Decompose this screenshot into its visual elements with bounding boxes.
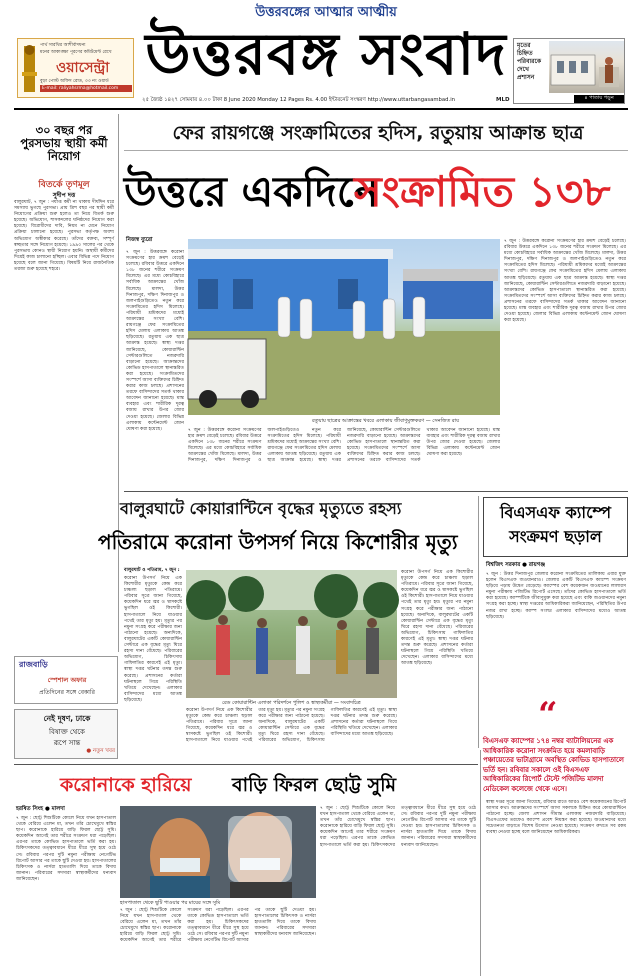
ad-left-line1: পার্থ সারথির আশীর্বাদধন্য [40,43,86,48]
bsf-left-rule [480,750,481,976]
bsf-story-body: ৭ জুন : উত্তর দিনাজপুর জেলার করোনা সংক্রমিতের তালিকায় এবার যুক্ত হলেন বিএসএফ জওয়ানরাও। জেলার একটি বিএসএফ ক্যাম্পে সংক্রমণ ছড়িয়ে পড়ায় উদ্বেগ বেড়েছে। ক্যাম্পের বেশ কয়েকজন জওয়ানের লালারস নমুনা পরীক্ষায় পজিটিভ রিপোর্ট এসেছে। তাঁদের কোভিড হাসপাতালে ভর্তি করা হয়েছে। ক্যাম্পটিকে জীবাণুমুক্ত করা হয়েছে এবং বাকি জওয়ানদের নমুনা সংগ্রহ করা হচ্ছে। স্বাস্থ্য দপ্তরের আধিকারিকরা জানিয়েছেন, পরিস্থিতির উপর নজর রাখা হচ্ছে। ক্যাম্প সংলগ্ন এলাকার বাসিন্দাদের মধ্যেও আতঙ্ক ছড়িয়েছে। [486,572,626,620]
ad-left-line2: মনের আকাঙ্ক্ষা পূরণের কমিটমেন্ট রেখে [40,50,112,55]
masthead-tagline: উত্তরবঙ্গের আত্মার আত্মীয় [255,5,397,20]
left-story [14,118,114,653]
ad-rajbari-brand: রাজবাড়ি [19,660,48,669]
sumi-headline-red[interactable]: করোনাকে হারিয়ে [60,774,192,796]
village-story-body: করোনা উপসর্গ নিয়ে এক কিশোরীর মৃত্যুকে কেন্দ্র করে চাঞ্চল্য ছড়াল পতিরামে। পরিবার সূত্রে জানা গিয়েছে, কয়েকদিন ধরে জ্বর ও শ্বাসকষ্টে ভুগছিল ওই কিশোরী। হাসপাতালে নিয়ে যাওয়ার পথেই তার মৃত্যু হয়। মৃত্যুর পর নমুনা সংগ্রহ করে পরীক্ষার জন্য পাঠানো হয়েছে। অন্যদিকে, বালুরঘাটের একটি কোয়ারান্টিন সেন্টারে এক বৃদ্ধের মৃত্যু ঘিরে রহস্য দানা বেঁধেছে। পরিবারের অভিযোগ, চিকিৎসায় গাফিলতির কারণেই এই মৃত্যু। স্বাস্থ্য দপ্তর ঘটনার তদন্ত শুরু করেছে। প্রশাসনের কর্তারা ঘটনাস্থলে গিয়ে পরিস্থিতি খতিয়ে দেখেছেন। এলাকার বাসিন্দাদের মধ্যে আতঙ্ক ছড়িয়েছে। [124,576,182,703]
ad-second-line1: নেই দূষণ, ঢাকে [43,714,91,723]
masthead-edition: MLD [496,97,510,103]
sumi-headline-black[interactable]: বাড়ি ফিরল ছোট্ট সুমি [232,774,397,796]
left-story-body: বালুরঘাট, ৭ জুন : পর্যাপ্ত কর্মী না থাকায় দীর্ঘদিন ধরে সমস্যায় ভুগছে পুরসভা। প্রায় ত্রিশ বছর পর স্থায়ী কর্মী নিয়োগের প্রক্রিয়া শুরু হলেও তা নিয়ে বিতর্ক শুরু হয়েছে। অভিযোগ, শাসকদলের ঘনিষ্ঠদের নিয়োগ করা হয়েছে। বিরোধীদের দাবি, নিয়ম না মেনে নিয়োগ প্রক্রিয়া চালানো হয়েছে। পুরসভা কর্তৃপক্ষ অবশ্য অভিযোগ অস্বীকার করেছে। তাঁদের বক্তব্য, সম্পূর্ণ স্বচ্ছতার সঙ্গে নিয়োগ হয়েছে। ১৯৯০ সালের পর থেকে পুরসভায় কোনও স্থায়ী নিয়োগ হয়নি। অস্থায়ী কর্মীদের দিয়েই কাজ চালানো হচ্ছিল। এবার বিভিন্ন পদে নিয়োগ হয়েছে বলে জানা গিয়েছে। বিষয়টি নিয়ে রাজনৈতিক তরজা শুরু হয়েছে শহরে। [14,200,114,273]
bsf-story-headline[interactable]: বিএসএফ ক্যাম্পে সংক্রমণ ছড়াল [499,503,612,546]
bsf-pullquote: বিএসএফ ক্যাম্পের ১৭৪ নম্বর ব্যাটালিয়নের এক আধিকারিক করোনা সংক্রমিত হয়ে কমলাবাড়ি পঞ্চায়েতের ভাটাগ্রামে অবস্থিত কোভিড হাসপাতালে ভর্তি হন। রবিবার সকালে ওই বিএসএফ আধিকারিকের রিপোর্ট টেস্টে পজিটিভ মালদা মেডিকেল কলেজে থেকে এসে। [483,737,624,793]
top-banner-kicker[interactable]: ফের রায়গঞ্জে সংক্রামিতের হদিস, রতুয়ায় আক্রান্ত ছাত্র [172,122,584,144]
lead-story-body: ৭ জুন : উত্তরবঙ্গে করোনা সংক্রমণের হার ক্রমশ বেড়েই চলেছে। রবিবার উত্তরে একদিনে ১৩৮ জনের শরীরে সংক্রমণ মিলেছে। এর মধ্যে কোচবিহারে সর্বাধিক আক্রান্তের খোঁজ মিলেছে। মালদা, উত্তর দিনাজপুর, দক্ষিণ দিনাজপুর ও জলপাইগুড়িতেও নতুন করে সংক্রামিতের হদিস মিলেছে। পরিযায়ী শ্রমিকদের মধ্যেই আক্রান্তের সংখ্যা বেশি। রায়গঞ্জে ফের সংক্রামিতের হদিস মেলায় এলাকায় আতঙ্ক ছড়িয়েছে। রতুয়ায় এক ছাত্র আক্রান্ত হয়েছে। স্বাস্থ্য দপ্তর জানিয়েছে, কোয়ারান্টিন সেন্টারগুলিতে নজরদারি বাড়ানো হয়েছে। আক্রান্তদের কোভিড হাসপাতালে স্থানান্তরিত করা হয়েছে। সংক্রামিতদের সংস্পর্শে আসা ব্যক্তিদের চিহ্নিত করার কাজ চলছে। প্রশাসনের তরফে বাসিন্দাদের সতর্ক থাকার আবেদন জানানো হয়েছে। মাস্ক ব্যবহার এবং শারীরিক দূরত্ব বজায় রাখার উপর জোর দেওয়া হয়েছে। জেলার বিভিন্ন এলাকায় কন্টেনমেন্ট জোন ঘোষণা করা হয়েছে। [126,250,184,432]
ad-second[interactable] [14,709,118,759]
ad-left-figure [20,42,39,96]
ad-second-line3: রূপে সান্ত [53,739,81,747]
village-story-body-mid: করোনা উপসর্গ নিয়ে এক কিশোরীর মৃত্যুকে কেন্দ্র করে চাঞ্চল্য ছড়াল পতিরামে। পরিবার সূত্রে জানা গিয়েছে, কয়েকদিন ধরে জ্বর ও শ্বাসকষ্টে ভুগছিল ওই কিশোরী। হাসপাতালে নিয়ে যাওয়ার পথেই তার মৃত্যু হয়। মৃত্যুর পর নমুনা সংগ্রহ করে পরীক্ষার জন্য পাঠানো হয়েছে। অন্যদিকে, বালুরঘাটের একটি কোয়ারান্টিন সেন্টারে এক বৃদ্ধের মৃত্যু ঘিরে রহস্য দানা বেঁধেছে। পরিবারের অভিযোগ, চিকিৎসায় গাফিলতির কারণেই এই মৃত্যু। স্বাস্থ্য দপ্তর ঘটনার তদন্ত শুরু করেছে। প্রশাসনের কর্তারা ঘটনাস্থলে গিয়ে পরিস্থিতি খতিয়ে দেখেছেন। এলাকার বাসিন্দাদের মধ্যে আতঙ্ক ছড়িয়েছে। [186,708,397,744]
top-banner-headline-red[interactable]: সংক্রামিত ১৩৮ [354,167,611,216]
sumi-caption: হাসপাতাল থেকে ছুটি পাওয়ার পর মায়ের সঙ্গে সুমি [120,900,221,906]
sumi-photo[interactable] [120,806,316,898]
lead-story-body-right: ৭ জুন : উত্তরবঙ্গে করোনা সংক্রমণের হার ক্রমশ বেড়েই চলেছে। রবিবার উত্তরে একদিনে ১৩৮ জনের শরীরে সংক্রমণ মিলেছে। এর মধ্যে কোচবিহারে সর্বাধিক আক্রান্তের খোঁজ মিলেছে। মালদা, উত্তর দিনাজপুর, দক্ষিণ দিনাজপুর ও জলপাইগুড়িতেও নতুন করে সংক্রামিতের হদিস মিলেছে। পরিযায়ী শ্রমিকদের মধ্যেই আক্রান্তের সংখ্যা বেশি। রায়গঞ্জে ফের সংক্রামিতের হদিস মেলায় এলাকায় আতঙ্ক ছড়িয়েছে। রতুয়ায় এক ছাত্র আক্রান্ত হয়েছে। স্বাস্থ্য দপ্তর জানিয়েছে, কোয়ারান্টিন সেন্টারগুলিতে নজরদারি বাড়ানো হয়েছে। আক্রান্তদের কোভিড হাসপাতালে স্থানান্তরিত করা হয়েছে। সংক্রামিতদের সংস্পর্শে আসা ব্যক্তিদের চিহ্নিত করার কাজ চলছে। প্রশাসনের তরফে বাসিন্দাদের সতর্ক থাকার আবেদন জানানো হয়েছে। মাস্ক ব্যবহার এবং শারীরিক দূরত্ব বজায় রাখার উপর জোর দেওয়া হয়েছে। জেলার বিভিন্ন এলাকায় কন্টেনমেন্ট জোন ঘোষণা করা হয়েছে। [504,239,626,324]
ad-left-line3: বুড়া পোস্ট অফিস রোড, ৩৩ নং ওয়ার্ড [40,79,109,84]
village-story-kicker[interactable]: বালুরঘাটে কোয়ারান্টিনে বৃদ্ধের মৃত্যুতে রহস্য [120,499,402,518]
masthead-title: উত্তরবঙ্গ সংবাদ [145,20,507,88]
left-column-rule [118,114,119,652]
bsf-story-byline: বিশ্বজিৎ সরকার ● রায়গঞ্জ [486,562,546,568]
left-story-headline[interactable]: ৩০ বছর পর পুরসভায় স্থায়ী কর্মী নিয়োগ [20,123,108,163]
village-story-photo[interactable] [186,570,397,698]
lead-story-bottom-rule [124,491,628,492]
village-story-headline[interactable]: পতিরামে করোনা উপসর্গ নিয়ে কিশোরীর মৃত্যু [98,530,458,554]
village-story-byline: বালুরঘাট ও পতিরাম, ৭ জুন : [124,568,180,573]
sumi-top-rule [14,764,478,765]
sumi-body-right: ৭ জুন : ছোট্ট শিশুটিকে কোলে নিয়ে যখন হাসপাতাল থেকে বেরিয়ে এলেন মা, তখন তাঁর চোখেমুখে স্বস্তির ছাপ। করোনাকে হারিয়ে বাড়ি ফিরল ছোট্ট সুমি। কয়েকদিন আগেই তার শরীরে সংক্রমণ ধরা পড়েছিল। এরপর তাকে কোভিড হাসপাতালে ভর্তি করা হয়। চিকিৎসকদের তত্ত্বাবধানে ধীরে ধীরে সুস্থ হয়ে ওঠে সে। রবিবার পরপর দুটি নমুনা পরীক্ষায় নেগেটিভ রিপোর্ট আসার পর তাকে ছুটি দেওয়া হয়। হাসপাতালের চিকিৎসক ও নার্সরা হাততালি দিয়ে তাকে বিদায় জানান। পরিবারের সদস্যরা স্বাস্থ্যকর্মীদের ধন্যবাদ জানিয়েছেন। [320,806,476,848]
masthead-ear-right[interactable] [513,38,625,104]
masthead [0,0,640,108]
kicker-rule [124,150,628,151]
village-story-body-right: করোনা উপসর্গ নিয়ে এক কিশোরীর মৃত্যুকে কেন্দ্র করে চাঞ্চল্য ছড়াল পতিরামে। পরিবার সূত্রে জানা গিয়েছে, কয়েকদিন ধরে জ্বর ও শ্বাসকষ্টে ভুগছিল ওই কিশোরী। হাসপাতালে নিয়ে যাওয়ার পথেই তার মৃত্যু হয়। মৃত্যুর পর নমুনা সংগ্রহ করে পরীক্ষার জন্য পাঠানো হয়েছে। অন্যদিকে, বালুরঘাটের একটি কোয়ারান্টিন সেন্টারে এক বৃদ্ধের মৃত্যু ঘিরে রহস্য দানা বেঁধেছে। পরিবারের অভিযোগ, চিকিৎসায় গাফিলতির কারণেই এই মৃত্যু। স্বাস্থ্য দপ্তর ঘটনার তদন্ত শুরু করেছে। প্রশাসনের কর্তারা ঘটনাস্থলে গিয়ে পরিস্থিতি খতিয়ে দেখেছেন। এলাকার বাসিন্দাদের মধ্যে আতঙ্ক ছড়িয়েছে। [401,570,473,667]
sumi-body-mid: ৭ জুন : ছোট্ট শিশুটিকে কোলে নিয়ে যখন হাসপাতাল থেকে বেরিয়ে এলেন মা, তখন তাঁর চোখেমুখে স্বস্তির ছাপ। করোনাকে হারিয়ে বাড়ি ফিরল ছোট্ট সুমি। কয়েকদিন আগেই তার শরীরে সংক্রমণ ধরা পড়েছিল। এরপর তাকে কোভিড হাসপাতালে ভর্তি করা হয়। চিকিৎসকদের তত্ত্বাবধানে ধীরে ধীরে সুস্থ হয়ে ওঠে সে। রবিবার পরপর দুটি নমুনা পরীক্ষায় নেগেটিভ রিপোর্ট আসার পর তাকে ছুটি দেওয়া হয়। হাসপাতালের চিকিৎসক ও নার্সরা হাততালি দিয়ে তাকে বিদায় জানান। পরিবারের সদস্যরা স্বাস্থ্যকর্মীদের ধন্যবাদ জানিয়েছেন। [120,908,316,944]
left-story-byline: সুদীপ দত্ত [52,192,76,199]
ad-left-email: E-mail: raliyahsrma@hotmail.com [40,85,132,92]
ad-rajbari-line2: প্রতিদিনের সঙ্গে বেকারি [39,689,95,696]
masthead-dateline: ২৫ জ্যৈষ্ঠ ১৪২৭ সোমবার ৪.০০ টাকা 8 June 2020 Monday 12 Pages Rs. 4.00 ইন্টারনেট সংস্করণ http://www.uttarbangasambad.in [142,97,456,103]
left-story-subhead: বিতর্কে তৃণমূল [38,180,90,190]
ad-rajbari[interactable] [14,656,118,704]
ad-rajbari-line1: স্পেশাল অফার [47,676,87,684]
bsf-pullquote-mark: “ [538,695,558,735]
village-story-caption: রেড কোয়ারান্টিন এলাকা পরিদর্শনে পুলিশ ও স্বাস্থ্যকর্মীরা — সংবাদচিত্র [222,700,361,706]
ear-right-photo [549,41,624,93]
sumi-body: ৭ জুন : ছোট্ট শিশুটিকে কোলে নিয়ে যখন হাসপাতাল থেকে বেরিয়ে এলেন মা, তখন তাঁর চোখেমুখে স্বস্তির ছাপ। করোনাকে হারিয়ে বাড়ি ফিরল ছোট্ট সুমি। কয়েকদিন আগেই তার শরীরে সংক্রমণ ধরা পড়েছিল। এরপর তাকে কোভিড হাসপাতালে ভর্তি করা হয়। চিকিৎসকদের তত্ত্বাবধানে ধীরে ধীরে সুস্থ হয়ে ওঠে সে। রবিবার পরপর দুটি নমুনা পরীক্ষায় নেগেটিভ রিপোর্ট আসার পর তাকে ছুটি দেওয়া হয়। হাসপাতালের চিকিৎসক ও নার্সরা হাততালি দিয়ে তাকে বিদায় জানান। পরিবারের সদস্যরা স্বাস্থ্যকর্মীদের ধন্যবাদ জানিয়েছেন। [16,816,116,882]
ad-second-line2: বিষাক্ত থেকে [49,728,85,736]
lead-story-caption: রতুয়ায় ছাত্রের আক্রান্তের খবরে এলাকায় জীবাণুমুক্তকরণ — সেনজিত রায় [312,418,460,424]
masthead-rule [14,108,628,110]
sumi-byline: হরষিত সিংহ ● মালদা [16,806,65,812]
masthead-ad-left[interactable] [17,38,134,98]
ad-left-brand: ওয়াসেন্ট্রা [56,60,110,76]
village-right-rule [478,496,479,748]
top-banner-headline-black[interactable]: উত্তরে একদিনে [124,167,379,216]
ear-right-text: মৃতের চিহ্নিত পরিবারকে দেখে প্রশাসন [517,42,542,81]
lead-story-photo[interactable] [188,239,500,415]
lead-story-byline: নিজস্ব ব্যুরো [126,237,153,243]
ear-right-page-ref[interactable]: ৪ পাতায় পড়ুন [574,95,624,103]
ad-second-line4: ● নতুন খবর [86,748,115,754]
bsf-story-body2: স্বাস্থ্য দপ্তর সূত্রে জানা গিয়েছে, রবিবার রাতে আরও বেশ কয়েকজনের রিপোর্ট আসার কথা। আক্রান্তদের সংস্পর্শে আসা সকলকে চিহ্নিত করে কোয়ারান্টিনে পাঠানো হচ্ছে। জেলা প্রশাসন সীমান্ত এলাকায় নজরদারি বাড়িয়েছে। বিএসএফের তরফেও ক্যাম্পে প্রবেশ নিয়ন্ত্রণ করা হয়েছে। জওয়ানদের মধ্যে সচেতনতা বাড়াতে বিশেষ উদ্যোগ নেওয়া হয়েছে। সংক্রমণ রুখতে সব রকম ব্যবস্থা নেওয়া হচ্ছে বলে জানিয়েছেন আধিকারিকরা। [486,800,626,836]
lead-story-body-cont: ৭ জুন : উত্তরবঙ্গে করোনা সংক্রমণের হার ক্রমশ বেড়েই চলেছে। রবিবার উত্তরে একদিনে ১৩৮ জনের শরীরে সংক্রমণ মিলেছে। এর মধ্যে কোচবিহারে সর্বাধিক আক্রান্তের খোঁজ মিলেছে। মালদা, উত্তর দিনাজপুর, দক্ষিণ দিনাজপুর ও জলপাইগুড়িতেও নতুন করে সংক্রামিতের হদিস মিলেছে। পরিযায়ী শ্রমিকদের মধ্যেই আক্রান্তের সংখ্যা বেশি। রায়গঞ্জে ফের সংক্রামিতের হদিস মেলায় এলাকায় আতঙ্ক ছড়িয়েছে। রতুয়ায় এক ছাত্র আক্রান্ত হয়েছে। স্বাস্থ্য দপ্তর জানিয়েছে, কোয়ারান্টিন সেন্টারগুলিতে নজরদারি বাড়ানো হয়েছে। আক্রান্তদের কোভিড হাসপাতালে স্থানান্তরিত করা হয়েছে। সংক্রামিতদের সংস্পর্শে আসা ব্যক্তিদের চিহ্নিত করার কাজ চলছে। প্রশাসনের তরফে বাসিন্দাদের সতর্ক থাকার আবেদন জানানো হয়েছে। মাস্ক ব্যবহার এবং শারীরিক দূরত্ব বজায় রাখার উপর জোর দেওয়া হয়েছে। জেলার বিভিন্ন এলাকায় কন্টেনমেন্ট জোন ঘোষণা করা হয়েছে। [188,428,500,464]
